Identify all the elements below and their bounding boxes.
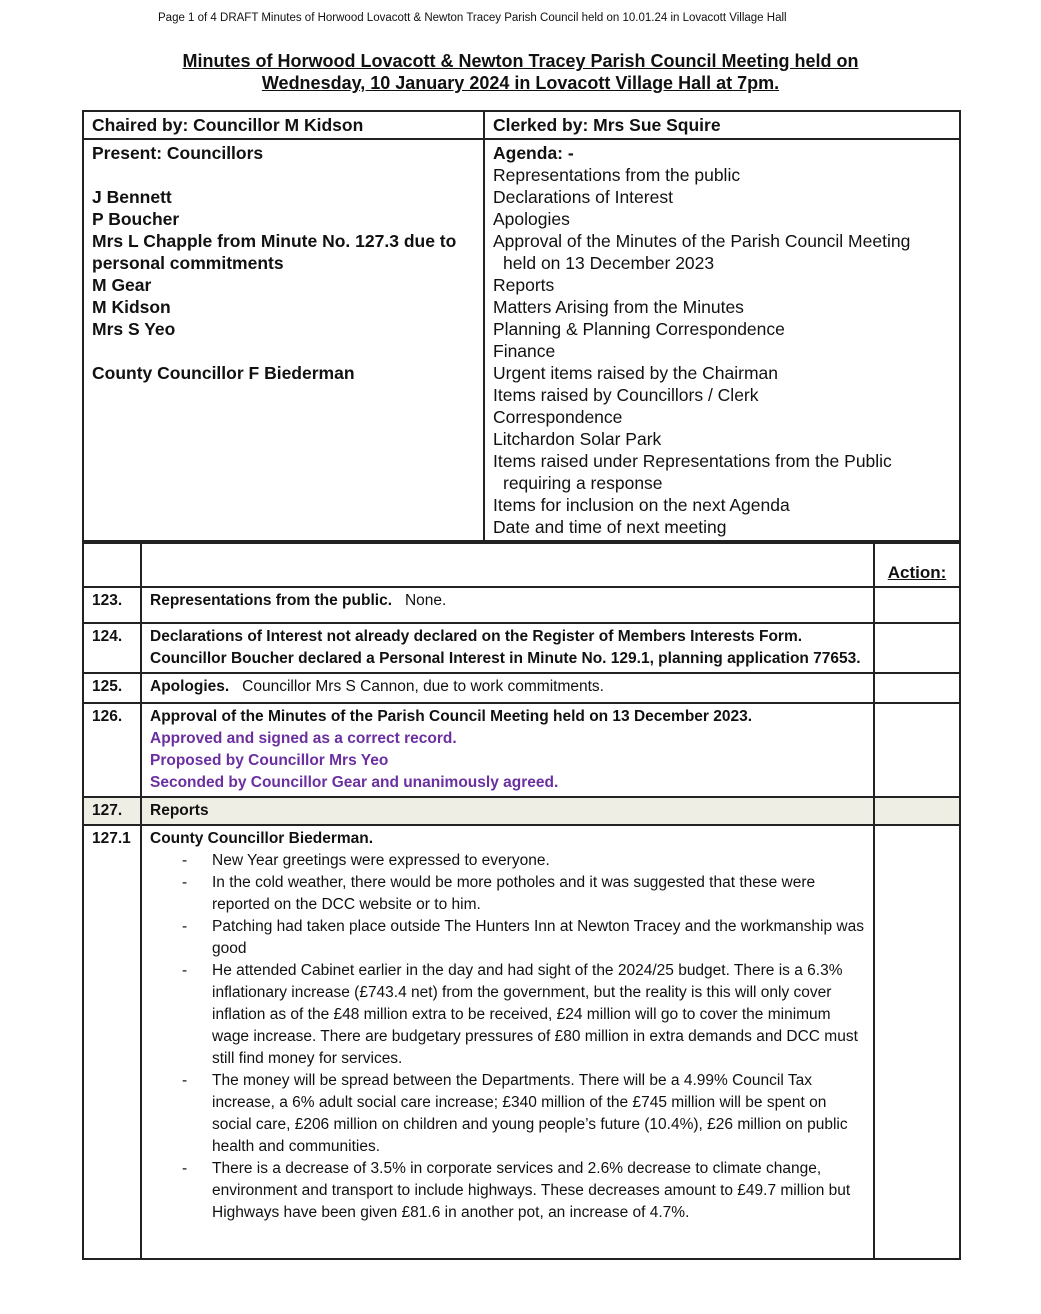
meeting-info-table <box>82 110 961 542</box>
minute-title: Declarations of Interest not already declared on the Register of Members Interests Form. <box>150 628 803 645</box>
present-heading: Present: Councillors <box>92 143 264 163</box>
agenda-item: Apologies <box>493 209 570 229</box>
agenda-item: Matters Arising from the Minutes <box>493 297 744 317</box>
agenda-item: Urgent items raised by the Chairman <box>493 363 778 383</box>
agenda-item: Items for inclusion on the next Agenda <box>493 495 790 515</box>
title-line-1: Minutes of Horwood Lovacott & Newton Tracey Parish Council Meeting held on <box>182 51 859 71</box>
minutes-table <box>82 542 961 1260</box>
agenda-item: Finance <box>493 341 556 361</box>
minute-text: None. <box>404 592 447 609</box>
list-item: - Patching had taken place outside The Hunters Inn at Newton Tracey and the workmanship was good <box>182 918 864 957</box>
minute-number: 124. <box>83 623 141 673</box>
agenda-item: Declarations of Interest <box>493 187 673 207</box>
present-member: P Boucher <box>92 209 180 229</box>
action-cell <box>874 673 960 703</box>
list-item: - In the cold weather, there would be more potholes and it was suggested that these were reported on the DCC website or to him. <box>182 874 816 913</box>
minute-127-1 <box>141 825 874 1259</box>
action-cell <box>874 587 960 623</box>
agenda-cell <box>484 139 960 541</box>
report-bullets <box>150 850 865 1224</box>
present-member: M Kidson <box>92 297 171 317</box>
minute-125 <box>141 673 874 703</box>
minute-number: 123. <box>83 587 141 623</box>
page-header-line: Page 1 of 4 DRAFT Minutes of Horwood Lovacott & Newton Tracey Parish Council held on 10.01.24 in Lovacott Village Hall <box>158 12 787 24</box>
present-member: M Gear <box>92 275 152 295</box>
minute-number: 127. <box>83 797 141 825</box>
list-item: - There is a decrease of 3.5% in corporate services and 2.6% decrease to climate change, environment and transport to include highways. These decreases amount to £49.7 million but Highways have been given £81.6 in another pot, an increase of 4.7%. <box>182 1160 851 1221</box>
action-cell <box>874 797 960 825</box>
agenda-item: Reports <box>493 275 555 295</box>
action-cell <box>874 703 960 797</box>
header-num-cell <box>83 543 141 587</box>
header-text-cell <box>141 543 874 587</box>
resolution-line: Proposed by Councillor Mrs Yeo <box>150 752 389 769</box>
agenda-item: requiring a response <box>503 473 663 493</box>
minute-text: Councillor Boucher declared a Personal Interest in Minute No. 129.1, planning application 77653. <box>150 650 861 667</box>
agenda-item: Items raised under Representations from the Public <box>493 451 892 471</box>
agenda-heading: Agenda: - <box>493 143 574 163</box>
minute-number: 125. <box>83 673 141 703</box>
minute-text: Councillor Mrs S Cannon, due to work commitments. <box>242 678 604 695</box>
agenda-item: Approval of the Minutes of the Parish Council Meeting <box>493 231 911 251</box>
chaired-by-cell: Chaired by: Councillor M Kidson <box>83 111 484 139</box>
clerked-by-cell: Clerked by: Mrs Sue Squire <box>484 111 960 139</box>
list-item: - He attended Cabinet earlier in the day and had sight of the 2024/25 budget. There is a 6.3% inflationary increase (£743.4 net) from the government, but the reality is this will only cover inflation as of the £48 million extra to be received, £24 million will go to cover the minimum wage increase. There are budgetary pressures of £80 million in extra demands and DCC must still find money for services. <box>182 962 858 1067</box>
county-councillor: County Councillor F Biederman <box>92 363 355 383</box>
minute-title: Representations from the public. <box>150 592 393 609</box>
minute-title: Apologies. <box>150 678 230 695</box>
agenda-item: held on 13 December 2023 <box>503 253 715 273</box>
minute-number: 126. <box>83 703 141 797</box>
list-item: - The money will be spread between the Departments. There will be a 4.99% Council Tax increase, a 6% adult social care increase; £340 million of the £745 million will be spent on social care, £206 million on children and young people’s future (10.4%), £26 million on public health and communities. <box>182 1072 848 1155</box>
resolution-line: Approved and signed as a correct record. <box>150 730 457 747</box>
present-cell <box>83 139 484 541</box>
minute-123 <box>141 587 874 623</box>
agenda-item: Date and time of next meeting <box>493 517 727 537</box>
minute-126 <box>141 703 874 797</box>
agenda-item: Correspondence <box>493 407 623 427</box>
present-member: Mrs S Yeo <box>92 319 176 339</box>
action-header: Action: <box>874 543 960 587</box>
minute-title: Approval of the Minutes of the Parish Council Meeting held on 13 December 2023. <box>150 708 753 725</box>
minute-title: County Councillor Biederman. <box>150 830 374 847</box>
agenda-item: Items raised by Councillors / Clerk <box>493 385 759 405</box>
minute-127-title: Reports <box>141 797 874 825</box>
document-title <box>0 50 1041 94</box>
minute-number: 127.1 <box>83 825 141 1259</box>
agenda-item: Litchardon Solar Park <box>493 429 662 449</box>
present-member: J Bennett <box>92 187 172 207</box>
agenda-item: Representations from the public <box>493 165 741 185</box>
resolution-line: Seconded by Councillor Gear and unanimously agreed. <box>150 774 559 791</box>
minute-124 <box>141 623 874 673</box>
action-cell <box>874 623 960 673</box>
list-item: - New Year greetings were expressed to everyone. <box>182 852 550 869</box>
title-line-2: Wednesday, 10 January 2024 in Lovacott Village Hall at 7pm. <box>261 73 780 93</box>
agenda-item: Planning & Planning Correspondence <box>493 319 785 339</box>
action-cell <box>874 825 960 1259</box>
present-member: Mrs L Chapple from Minute No. 127.3 due to personal commitments <box>92 231 457 273</box>
